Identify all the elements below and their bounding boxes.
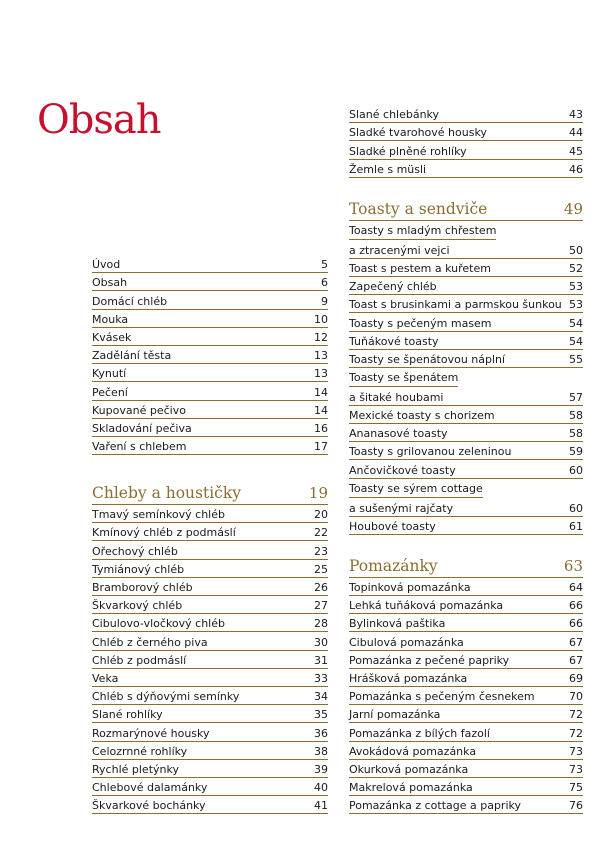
section-title: Toasty a sendviče (349, 199, 488, 218)
toc-entry-title: Toasty s pečeným masem (349, 316, 492, 330)
toc-entry-page: 69 (569, 671, 583, 685)
toc-entry-title: Tymiánový chléb (92, 562, 185, 576)
toc-entry[interactable] (92, 778, 328, 796)
toc-entry[interactable] (92, 346, 328, 364)
toc-entry-page: 14 (314, 385, 328, 399)
toc-entry[interactable] (349, 160, 583, 178)
toc-entry[interactable] (92, 328, 328, 346)
toc-entry[interactable] (92, 632, 328, 650)
toc-entry-title: Rychlé pletýnky (92, 762, 179, 776)
toc-entry[interactable] (92, 382, 328, 400)
section-page-number: 19 (308, 484, 328, 503)
toc-entry-page: 16 (314, 421, 328, 435)
section-page-number: 63 (563, 556, 583, 575)
toc-entry-title: Ananasové toasty (349, 427, 448, 441)
toc-entry-page: 70 (569, 690, 583, 704)
toc-entry-page: 50 (569, 243, 583, 257)
toc-entry[interactable] (349, 760, 583, 778)
toc-entry-title: Skladování pečiva (92, 421, 192, 435)
toc-entry-title: Kmínový chléb z podmáslí (92, 526, 236, 540)
toc-entry[interactable] (92, 705, 328, 723)
toc-entry-page: 73 (569, 744, 583, 758)
toc-entry-page: 54 (569, 334, 583, 348)
toc-entry-page: 66 (569, 617, 583, 631)
toc-section-list (349, 578, 583, 814)
toc-entry-title: Kynutí (92, 367, 127, 381)
toc-entry-page: 30 (314, 635, 328, 649)
toc-entry-page: 33 (314, 671, 328, 685)
toc-entry-page: 22 (314, 526, 328, 540)
toc-entry-title: Kupované pečivo (92, 403, 186, 417)
toc-entry-title: Topinková pomazánka (349, 581, 471, 594)
toc-entry-title: Pomazánka s pečeným česnekem (349, 690, 535, 704)
toc-entry-page: 41 (314, 799, 328, 813)
toc-entry[interactable] (349, 105, 583, 123)
toc-entry[interactable] (92, 523, 328, 541)
toc-entry[interactable] (349, 141, 583, 159)
toc-entry[interactable] (349, 632, 583, 650)
toc-entry[interactable] (92, 541, 328, 559)
toc-entry[interactable] (349, 350, 583, 368)
toc-entry-page: 12 (314, 330, 328, 344)
toc-entry[interactable] (92, 614, 328, 632)
toc-entry[interactable] (349, 796, 583, 814)
toc-entry-page: 67 (569, 635, 583, 649)
toc-entry-title: Pomazánka z bílých fazolí (349, 726, 490, 740)
toc-entry-page: 44 (569, 126, 583, 140)
toc-entry[interactable] (349, 221, 583, 259)
toc-entry[interactable] (92, 687, 328, 705)
toc-entry-title: Okurková pomazánka (349, 762, 469, 776)
toc-entry-title: Ančovičkové toasty (349, 463, 456, 477)
toc-entry-page: 76 (569, 799, 583, 813)
toc-entry[interactable] (92, 560, 328, 578)
toc-entry[interactable] (349, 479, 583, 517)
toc-entry[interactable] (349, 651, 583, 669)
toc-entry-title: Chlebové dalamánky (92, 781, 208, 795)
toc-entry[interactable] (92, 742, 328, 760)
toc-entry-title: Domácí chléb (92, 294, 168, 308)
toc-entry[interactable] (92, 437, 328, 455)
toc-entry-title: Avokádová pomazánka (349, 744, 477, 758)
toc-entry-page: 59 (569, 445, 583, 459)
toc-entry-title: a sušenými rajčaty (349, 501, 454, 515)
toc-entry-title: Žemle s müsli (349, 162, 427, 176)
toc-entry[interactable] (349, 406, 583, 424)
toc-entry-title: a ztracenými vejci (349, 243, 450, 257)
toc-entry[interactable] (92, 651, 328, 669)
toc-entry-page: 10 (314, 312, 328, 326)
toc-entry[interactable] (349, 332, 583, 350)
toc-entry-title: Mexické toasty s chorizem (349, 409, 495, 423)
toc-entry-page: 66 (569, 599, 583, 613)
toc-entry[interactable] (349, 123, 583, 141)
toc-entry[interactable] (349, 295, 583, 313)
toc-entry-title: Makrelová pomazánka (349, 781, 473, 795)
toc-entry-title: Bramborový chléb (92, 581, 193, 594)
toc-entry[interactable] (349, 442, 583, 460)
toc-entry[interactable] (349, 614, 583, 632)
toc-entry-title: Sladké plněné rohlíky (349, 144, 467, 158)
toc-entry-title: Obsah (92, 276, 128, 290)
toc-entry-title: Toasty s grilovanou zeleninou (349, 445, 512, 459)
toc-entry-title: Zapečený chléb (349, 280, 437, 294)
toc-entry[interactable] (349, 742, 583, 760)
toc-entry-title: Pečení (92, 385, 128, 399)
toc-entry-title: Veka (92, 671, 119, 685)
toc-entry-title: Chléb z podmáslí (92, 653, 187, 667)
toc-entry[interactable] (349, 313, 583, 331)
toc-entry[interactable] (92, 796, 328, 814)
toc-entry-page: 13 (314, 367, 328, 381)
toc-entry-page: 36 (314, 726, 328, 740)
toc-entry-title: Cibulovo-vločkový chléb (92, 617, 225, 631)
toc-entry-page: 64 (569, 581, 583, 594)
toc-entry[interactable] (349, 778, 583, 796)
toc-entry-title: Chléb s dýňovými semínky (92, 690, 240, 704)
toc-entry-page: 17 (314, 440, 328, 454)
toc-entry[interactable] (92, 401, 328, 419)
toc-entry-title: Zadělání těsta (92, 349, 172, 363)
toc-left-column (92, 255, 328, 814)
toc-entry-page: 38 (314, 744, 328, 758)
toc-entry[interactable] (92, 723, 328, 741)
toc-entry[interactable] (349, 460, 583, 478)
toc-entry[interactable] (349, 723, 583, 741)
toc-entry[interactable] (92, 669, 328, 687)
section-page-number: 49 (563, 199, 583, 218)
toc-entry[interactable] (92, 596, 328, 614)
toc-entry[interactable] (349, 277, 583, 295)
toc-continued-list (349, 105, 583, 178)
toc-entry-page: 6 (321, 276, 328, 290)
toc-entry-title: Škvarkový chléb (92, 599, 183, 613)
toc-entry-page: 58 (569, 409, 583, 423)
toc-entry[interactable] (92, 505, 328, 523)
toc-entry-page: 9 (321, 294, 328, 308)
toc-entry[interactable] (92, 364, 328, 382)
toc-entry[interactable] (92, 760, 328, 778)
toc-entry-page: 75 (569, 781, 583, 795)
toc-entry[interactable] (349, 578, 583, 596)
toc-entry-title: Pomazánka z pečené papriky (349, 653, 510, 667)
toc-entry-page: 60 (569, 501, 583, 515)
section-heading-chleby[interactable] (92, 483, 328, 505)
toc-entry-title: Škvarkové bochánky (92, 799, 206, 813)
toc-entry-title: Cibulová pomazánka (349, 635, 464, 649)
toc-entry[interactable] (92, 255, 328, 273)
toc-entry-page: 61 (569, 519, 583, 533)
toc-entry-title: Mouka (92, 312, 129, 326)
toc-entry[interactable] (349, 705, 583, 723)
toc-entry[interactable] (92, 291, 328, 309)
toc-entry-title: Toast s pestem a kuřetem (349, 261, 491, 275)
toc-entry[interactable] (349, 424, 583, 442)
toc-entry-page: 67 (569, 653, 583, 667)
toc-entry-page: 43 (569, 108, 583, 122)
toc-entry-title: Jarní pomazánka (349, 708, 441, 722)
toc-entry-title: Celozrnné rohlíky (92, 744, 188, 758)
toc-entry-title: Ořechový chléb (92, 544, 178, 558)
toc-entry[interactable] (92, 419, 328, 437)
section-title: Chleby a houstičky (92, 484, 242, 503)
toc-entry-title: Slané chlebánky (349, 108, 440, 122)
toc-entry-title: Bylinková paštika (349, 617, 446, 631)
toc-entry-page: 58 (569, 427, 583, 441)
toc-entry-page: 34 (314, 690, 328, 704)
toc-entry-title: Tmavý semínkový chléb (92, 508, 225, 522)
section-heading-toasty[interactable] (349, 199, 583, 221)
toc-entry-page: 27 (314, 599, 328, 613)
toc-entry[interactable] (349, 259, 583, 277)
toc-entry-title: Toast s brusinkami a parmskou šunkou (349, 298, 562, 312)
toc-entry-page: 31 (314, 653, 328, 667)
section-heading-pomazanky[interactable] (349, 556, 583, 578)
toc-entry-title: Tuňákové toasty (349, 334, 439, 348)
toc-section-list (92, 505, 328, 814)
toc-entry[interactable] (92, 273, 328, 291)
toc-entry-page: 26 (314, 581, 328, 594)
toc-entry-page: 5 (321, 258, 328, 272)
toc-entry[interactable] (349, 517, 583, 535)
toc-entry-page: 72 (569, 708, 583, 722)
toc-entry-page: 13 (314, 349, 328, 363)
toc-entry-title: Sladké tvarohové housky (349, 126, 487, 140)
toc-entry-page: 53 (569, 280, 583, 294)
toc-entry-page: 46 (569, 162, 583, 176)
toc-entry-title-line1: Toasty se špenátem (349, 370, 458, 387)
toc-entry-title: Hrášková pomazánka (349, 671, 468, 685)
toc-entry-page: 54 (569, 316, 583, 330)
toc-entry-title: Lehká tuňáková pomazánka (349, 599, 504, 613)
toc-entry-title: Toasty se špenátovou náplní (349, 352, 506, 366)
toc-entry-page: 20 (314, 508, 328, 522)
section-title: Pomazánky (349, 556, 438, 575)
toc-entry-page: 14 (314, 403, 328, 417)
toc-entry-title: Chléb z černého piva (92, 635, 208, 649)
toc-entry-page: 55 (569, 352, 583, 366)
toc-entry-title: Úvod (92, 258, 121, 272)
toc-entry[interactable] (349, 368, 583, 406)
toc-entry-page: 28 (314, 617, 328, 631)
toc-section-list (349, 221, 583, 535)
toc-entry[interactable] (92, 578, 328, 596)
toc-entry-page: 40 (314, 781, 328, 795)
toc-entry[interactable] (349, 687, 583, 705)
toc-entry-page: 72 (569, 726, 583, 740)
toc-entry-page: 60 (569, 463, 583, 477)
toc-entry-page: 35 (314, 708, 328, 722)
toc-entry-page: 23 (314, 544, 328, 558)
toc-entry[interactable] (92, 310, 328, 328)
page-title: Obsah (37, 97, 161, 143)
toc-entry-page: 53 (569, 298, 583, 312)
toc-entry-title-line1: Toasty se sýrem cottage (349, 481, 483, 498)
toc-entry[interactable] (349, 596, 583, 614)
toc-entry-title: Vaření s chlebem (92, 440, 187, 454)
toc-entry-page: 52 (569, 261, 583, 275)
toc-intro-list (92, 255, 328, 455)
toc-entry[interactable] (349, 669, 583, 687)
toc-entry-title: a šitaké houbami (349, 390, 444, 404)
toc-entry-title: Pomazánka z cottage a papriky (349, 799, 521, 813)
toc-entry-page: 45 (569, 144, 583, 158)
toc-entry-page: 73 (569, 762, 583, 776)
toc-entry-page: 39 (314, 762, 328, 776)
toc-entry-title: Kvásek (92, 330, 132, 344)
toc-entry-title-line1: Toasty s mladým chřestem (349, 223, 496, 240)
toc-entry-title: Slané rohlíky (92, 708, 163, 722)
toc-entry-page: 57 (569, 390, 583, 404)
toc-entry-title: Houbové toasty (349, 519, 436, 533)
toc-right-column (349, 105, 583, 814)
toc-entry-page: 25 (314, 562, 328, 576)
toc-entry-title: Rozmarýnové housky (92, 726, 210, 740)
